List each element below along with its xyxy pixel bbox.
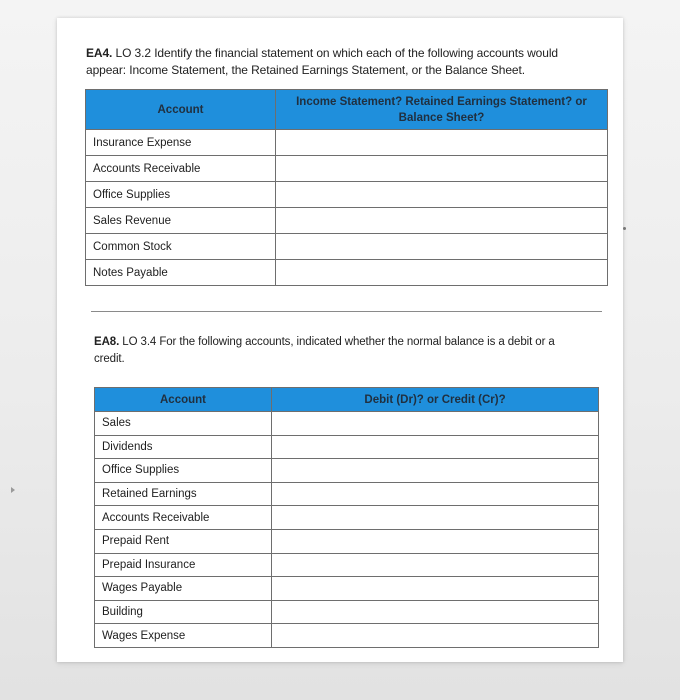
ea4-header-answer-line1: Income Statement? Retained Earnings Statement? or [296, 95, 587, 108]
ea4-header-answer [276, 90, 608, 130]
ea8-table-row [95, 482, 599, 506]
section-divider [91, 311, 602, 312]
ea8-answer-cell[interactable] [272, 624, 599, 648]
ea4-account-cell: Office Supplies [86, 182, 276, 208]
ea4-table-row [86, 260, 608, 286]
ea8-table-row [95, 553, 599, 577]
ea4-table-row [86, 130, 608, 156]
page-speck [623, 227, 626, 230]
ea4-prompt-text-2: appear: Income Statement, the Retained Earnings Statement, or the Balance Sheet. [86, 63, 525, 77]
ea8-header-answer: Debit (Dr)? or Credit (Cr)? [272, 388, 599, 412]
ea8-account-cell: Prepaid Rent [95, 529, 272, 553]
ea4-answer-cell[interactable] [276, 260, 608, 286]
ea8-header-row [95, 388, 599, 412]
ea8-table-row [95, 435, 599, 459]
ea8-account-cell: Building [95, 600, 272, 624]
ea8-answer-cell[interactable] [272, 459, 599, 483]
ea4-answer-cell[interactable] [276, 130, 608, 156]
ea4-account-cell: Common Stock [86, 234, 276, 260]
ea4-table-row [86, 234, 608, 260]
ea8-answer-cell[interactable] [272, 577, 599, 601]
worksheet-page [57, 18, 623, 662]
ea8-account-cell: Wages Expense [95, 624, 272, 648]
ea4-answer-cell[interactable] [276, 234, 608, 260]
ea8-account-cell: Dividends [95, 435, 272, 459]
ea4-answer-cell[interactable] [276, 156, 608, 182]
ea8-prompt-line1 [94, 334, 614, 351]
ea8-table [94, 387, 599, 648]
ea8-table-body [95, 412, 599, 648]
ea8-header-account: Account [95, 388, 272, 412]
ea8-account-cell: Sales [95, 412, 272, 436]
ea8-answer-cell[interactable] [272, 482, 599, 506]
ea8-prompt-text-2: credit. [94, 353, 125, 365]
ea8-account-cell: Retained Earnings [95, 482, 272, 506]
ea8-account-cell: Prepaid Insurance [95, 553, 272, 577]
ea8-answer-cell[interactable] [272, 412, 599, 436]
ea8-table-row [95, 624, 599, 648]
ea8-label: EA8. [94, 336, 120, 348]
ea4-answer-cell[interactable] [276, 208, 608, 234]
ea4-table-body [86, 130, 608, 286]
ea4-account-cell: Notes Payable [86, 260, 276, 286]
ea8-table-row [95, 412, 599, 436]
ea8-table-row [95, 529, 599, 553]
ea4-answer-cell[interactable] [276, 182, 608, 208]
ea4-table-row [86, 182, 608, 208]
ea8-answer-cell[interactable] [272, 435, 599, 459]
ea8-answer-cell[interactable] [272, 529, 599, 553]
ea4-table-row [86, 208, 608, 234]
ea8-answer-cell[interactable] [272, 553, 599, 577]
ea8-answer-cell[interactable] [272, 600, 599, 624]
ea8-table-row [95, 459, 599, 483]
edge-arrow-mark [11, 487, 15, 493]
ea4-prompt [86, 45, 611, 79]
ea4-header-answer-line2: Balance Sheet? [398, 111, 485, 124]
ea4-label: EA4. [86, 46, 113, 60]
ea4-lo: LO 3.2 [115, 46, 151, 60]
ea8-account-cell: Accounts Receivable [95, 506, 272, 530]
ea4-account-cell: Insurance Expense [86, 130, 276, 156]
ea4-prompt-line1 [86, 45, 611, 62]
ea8-table-row [95, 600, 599, 624]
ea8-account-cell: Office Supplies [95, 459, 272, 483]
ea8-answer-cell[interactable] [272, 506, 599, 530]
ea4-table-row [86, 156, 608, 182]
ea8-prompt-text-1: For the following accounts, indicated whether the normal balance is a debit or a [159, 336, 555, 348]
ea4-prompt-text-1: Identify the financial statement on which each of the following accounts would [154, 46, 558, 60]
ea8-table-row [95, 577, 599, 601]
ea4-table [85, 89, 608, 286]
ea4-account-cell: Accounts Receivable [86, 156, 276, 182]
ea8-account-cell: Wages Payable [95, 577, 272, 601]
ea8-prompt [94, 334, 614, 368]
ea4-header-row [86, 90, 608, 130]
ea8-lo: LO 3.4 [122, 336, 157, 348]
ea8-table-row [95, 506, 599, 530]
ea4-account-cell: Sales Revenue [86, 208, 276, 234]
ea4-header-account: Account [86, 90, 276, 130]
